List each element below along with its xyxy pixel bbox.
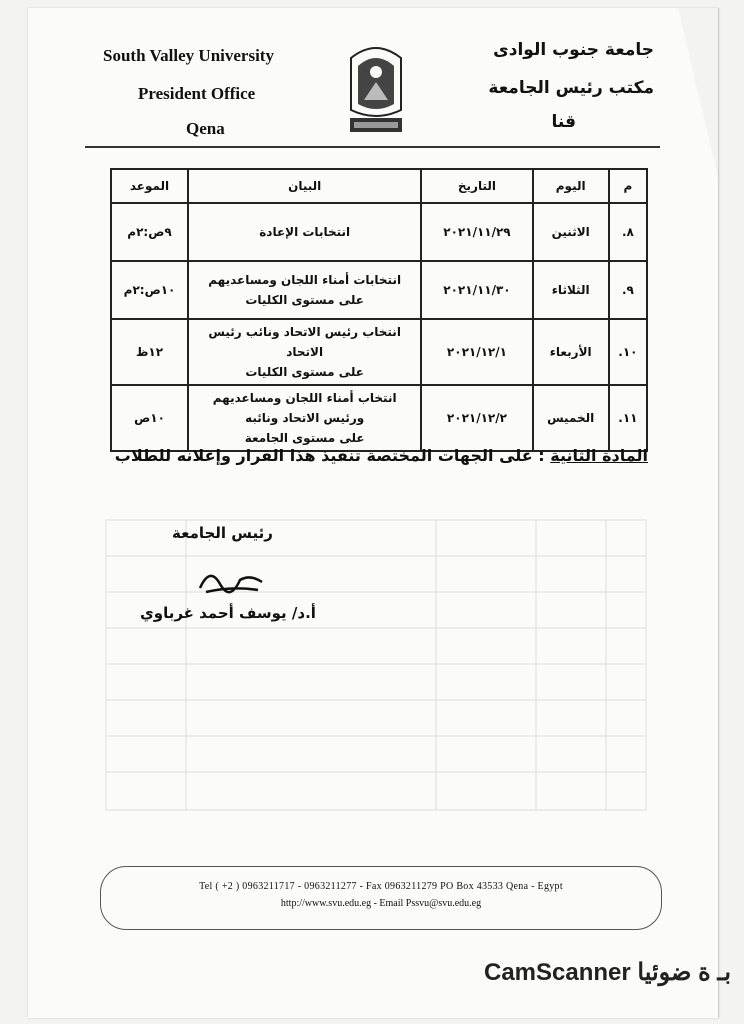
president-name: أ.د/ يوسف أحمد غرباوي xyxy=(140,604,316,622)
cell-day: الاثنين xyxy=(533,203,609,261)
cell-time: ١٠ص xyxy=(111,385,188,451)
cell-time: ١٠ص:٢م xyxy=(111,261,188,319)
article-label: المادة الثانية xyxy=(550,446,648,465)
cell-date: ٢٠٢١/١٢/١ xyxy=(421,319,532,385)
description-line: انتخاب أمناء اللجان ومساعديهم ورئيس الاتحاد ونائبه xyxy=(212,391,397,425)
header-ar-city: قنا xyxy=(551,112,576,132)
folded-corner xyxy=(678,8,718,178)
footer-contact-box xyxy=(100,866,662,930)
cell-time: ٩ص:٢م xyxy=(111,203,188,261)
article-two xyxy=(115,446,648,465)
header-ar-university: جامعة جنوب الوادى xyxy=(493,40,654,60)
university-logo-icon xyxy=(346,38,406,136)
footer-contact-line: Tel ( +2 ) 0963211717 - 0963211277 - Fax 0963211279 PO Box 43533 Qena - Egypt xyxy=(199,881,563,892)
article-text: : على الجهات المختصة تنفيذ هذا القرار وإعلانه للطلاب xyxy=(114,446,545,465)
col-header-day: اليوم xyxy=(533,169,609,203)
header-en-university: South Valley University xyxy=(103,46,274,65)
cell-day: الأربعاء xyxy=(533,319,609,385)
description-line: انتخابات أمناء اللجان ومساعديهم xyxy=(208,273,402,287)
description-line: انتخاب رئيس الاتحاد ونائب رئيس الاتحاد xyxy=(208,325,401,359)
header-en-office: President Office xyxy=(138,84,256,103)
camscanner-watermark: CamScanner بـ ة ضوئيا xyxy=(484,959,732,986)
cell-date: ٢٠٢١/١١/٢٩ xyxy=(421,203,532,261)
signature-icon xyxy=(196,560,266,600)
cell-number: ٩. xyxy=(609,261,647,319)
header-ar-office: مكتب رئيس الجامعة xyxy=(488,78,654,98)
col-header-time: الموعد xyxy=(111,169,188,203)
cell-description xyxy=(188,385,421,451)
cell-date: ٢٠٢١/١٢/٢ xyxy=(421,385,532,451)
header-divider xyxy=(85,146,660,148)
col-header-description: البيان xyxy=(188,169,421,203)
description-line: انتخابات الإعادة xyxy=(259,225,351,239)
cell-description xyxy=(188,203,421,261)
table-row xyxy=(111,319,647,385)
description-line: على مستوى الكليات xyxy=(245,293,364,307)
cell-number: ١٠. xyxy=(609,319,647,385)
president-title: رئيس الجامعة xyxy=(172,524,273,542)
description-line: على مستوى الجامعة xyxy=(244,431,365,445)
cell-date: ٢٠٢١/١١/٣٠ xyxy=(421,261,532,319)
schedule-table xyxy=(110,168,648,452)
description-line: على مستوى الكليات xyxy=(245,365,364,379)
cell-description xyxy=(188,261,421,319)
table-header-row xyxy=(111,169,647,203)
cell-time: ١٢ظ xyxy=(111,319,188,385)
footer-web-line: http://www.svu.edu.eg - Email Pssvu@svu.edu.eg xyxy=(280,898,482,909)
cell-day: الخميس xyxy=(533,385,609,451)
cell-number: ٨. xyxy=(609,203,647,261)
table-row xyxy=(111,203,647,261)
col-header-date: التاريخ xyxy=(421,169,532,203)
header-en-city: Qena xyxy=(186,119,225,138)
table-row xyxy=(111,261,647,319)
table-row xyxy=(111,385,647,451)
col-header-number: م xyxy=(609,169,647,203)
cell-description xyxy=(188,319,421,385)
cell-day: الثلاثاء xyxy=(533,261,609,319)
cell-number: ١١. xyxy=(609,385,647,451)
